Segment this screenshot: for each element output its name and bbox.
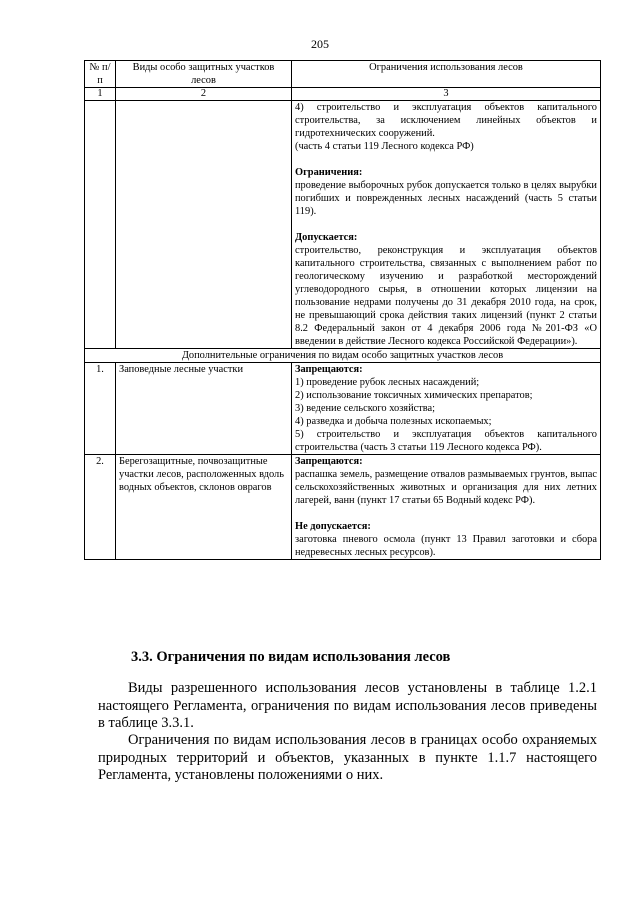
section-heading: 3.3. Ограничения по видам использования лесов [131,649,451,665]
prohibited-item: 5) строительство и эксплуатация объектов капитального строительства (часть 3 статьи 119 Лесного кодекса РФ). [295,429,597,453]
prohibited-item: 4) разведка и добыча полезных ископаемых; [295,416,492,427]
prohibited-item: 1) проведение рубок лесных насаждений; [295,377,480,388]
prohibited-title: Запрещаются: [295,364,363,375]
area-type: Заповедные лесные участки [116,363,292,455]
table-row [85,455,601,560]
area-type: Берегозащитные, почвозащитные участки лесов, расположенных вдоль водных объектов, склонов оврагов [116,455,292,560]
empty-cell [85,101,116,349]
restriction-cell [292,101,601,349]
column-number: 1 [85,88,116,101]
column-number: 3 [292,88,601,101]
prohibited-item: 3) ведение сельского хозяйства; [295,403,436,414]
restriction-cell [292,363,601,455]
section-paragraph: Ограничения по видам использования лесов в границах особо охраняемых природных территорий и объектов, указанных в пункте 1.1.7 настоящего Регламента, установлены положениями о них. [98,732,597,783]
empty-cell [116,101,292,349]
prohibited-title: Запрещаются: [295,456,363,467]
row-number: 2. [85,455,116,560]
prohibited-text: распашка земель, размещение отвалов размываемых грунтов, выпас сельскохозяйственных животных и организация для них летних лагерей, ванн (пункт 17 статьи 65 Водный кодекс РФ). [295,469,597,506]
legal-reference: (часть 4 статьи 119 Лесного кодекса РФ) [295,141,474,152]
restriction-cell [292,455,601,560]
restriction-item: 4) строительство и эксплуатация объектов капитального строительства, за исключением линейных объектов и гидротехнических сооружений. [295,102,597,139]
header-number: № п/п [85,61,116,88]
prohibited-item: 2) использование токсичных химических препаратов; [295,390,533,401]
table-header-row [85,61,601,88]
not-allowed-title: Не допускается: [295,521,371,532]
column-number-row [85,88,601,101]
header-area-type: Виды особо защитных участков лесов [116,61,292,88]
limits-text: проведение выборочных рубок допускается только в целях вырубки погибших и поврежденных лесных насаждений (часть 5 статьи 119). [295,180,597,217]
section-paragraph: Виды разрешенного использования лесов установлены в таблице 1.2.1 настоящего Регламента, ограничения по видам использования лесов приведены в таблице 3.3.1. [98,680,597,731]
row-number: 1. [85,363,116,455]
limits-title: Ограничения: [295,167,363,178]
restrictions-table [84,60,601,560]
table-subheader: Дополнительные ограничения по видам особо защитных участков лесов [85,349,601,363]
allowed-text: строительство, реконструкция и эксплуатация объектов капитального строительства, связанных с выполнением работ по геологическому изучению и разработкой месторождений углеводородного сырья, в отношении которых лицензии на пользование недрами получены до 31 декабря 2010 года, на срок, не превышающий срока действия таких лицензий (пункт 2 статьи 8.2 Федеральный закон от 4 декабря 2006 года №201-ФЗ «О введении в действие Лесного кодекса Российской Федерации»). [295,245,597,347]
column-number: 2 [116,88,292,101]
table-row [85,101,601,349]
table-row [85,363,601,455]
allowed-title: Допускается: [295,232,358,243]
header-restrictions: Ограничения использования лесов [292,61,601,88]
table-subheader-row [85,349,601,363]
not-allowed-text: заготовка пневого осмола (пункт 13 Правил заготовки и сбора недревесных лесных ресурсов). [295,534,597,558]
page-number: 205 [311,37,329,51]
